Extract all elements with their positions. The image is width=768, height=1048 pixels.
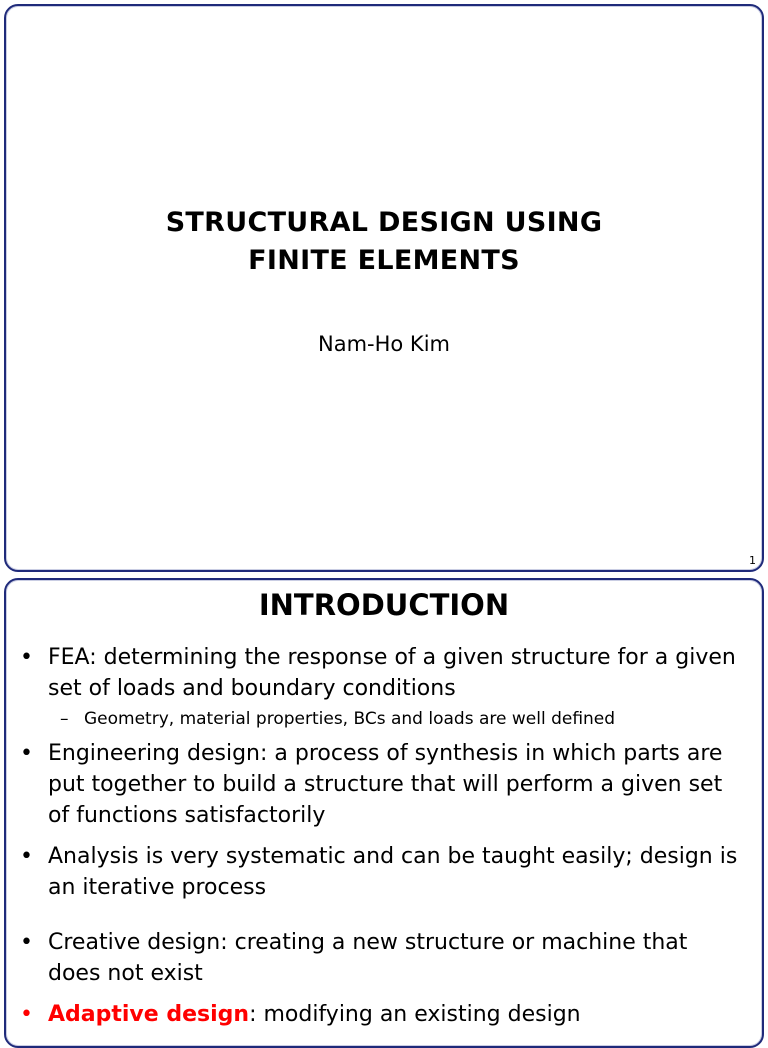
bullet-marker: • xyxy=(20,645,33,670)
adaptive-design-text: : modifying an existing design xyxy=(249,1002,581,1027)
bullet-marker: • xyxy=(20,741,33,766)
title-line-1: STRUCTURAL DESIGN USING xyxy=(165,207,603,238)
adaptive-design-term: Adaptive design xyxy=(48,1002,250,1027)
sub-bullet-item xyxy=(6,706,762,732)
bullet-item xyxy=(6,738,762,831)
title-line-2: FINITE ELEMENTS xyxy=(248,245,520,276)
sub-bullet-marker: – xyxy=(60,709,69,729)
author-name: Nam-Ho Kim xyxy=(318,332,450,356)
bullet-list xyxy=(6,642,762,1030)
bullet-text: Analysis is very systematic and can be taught easily; design is an iterative process xyxy=(48,844,738,900)
bullet-item-adaptive xyxy=(6,999,762,1030)
page-number: 1 xyxy=(749,554,756,567)
bullet-marker: • xyxy=(20,844,33,869)
bullet-item xyxy=(6,642,762,704)
bullet-item xyxy=(6,841,762,903)
bullet-text: Engineering design: a process of synthesis in which parts are put together to build a structure that will perform a given set of functions satisfactorily xyxy=(48,741,723,828)
slide-title xyxy=(6,204,762,280)
bullet-item xyxy=(6,927,762,989)
bullet-marker-red: • xyxy=(20,1002,33,1027)
bullet-marker: • xyxy=(20,930,33,955)
sub-bullet-text: Geometry, material properties, BCs and loads are well defined xyxy=(84,709,616,729)
bullet-text: FEA: determining the response of a given structure for a given set of loads and boundary conditions xyxy=(48,645,736,701)
introduction-slide xyxy=(4,578,764,1048)
slide-heading: INTRODUCTION xyxy=(258,588,510,622)
title-slide xyxy=(4,4,764,572)
bullet-text: Creative design: creating a new structure or machine that does not exist xyxy=(48,930,688,986)
